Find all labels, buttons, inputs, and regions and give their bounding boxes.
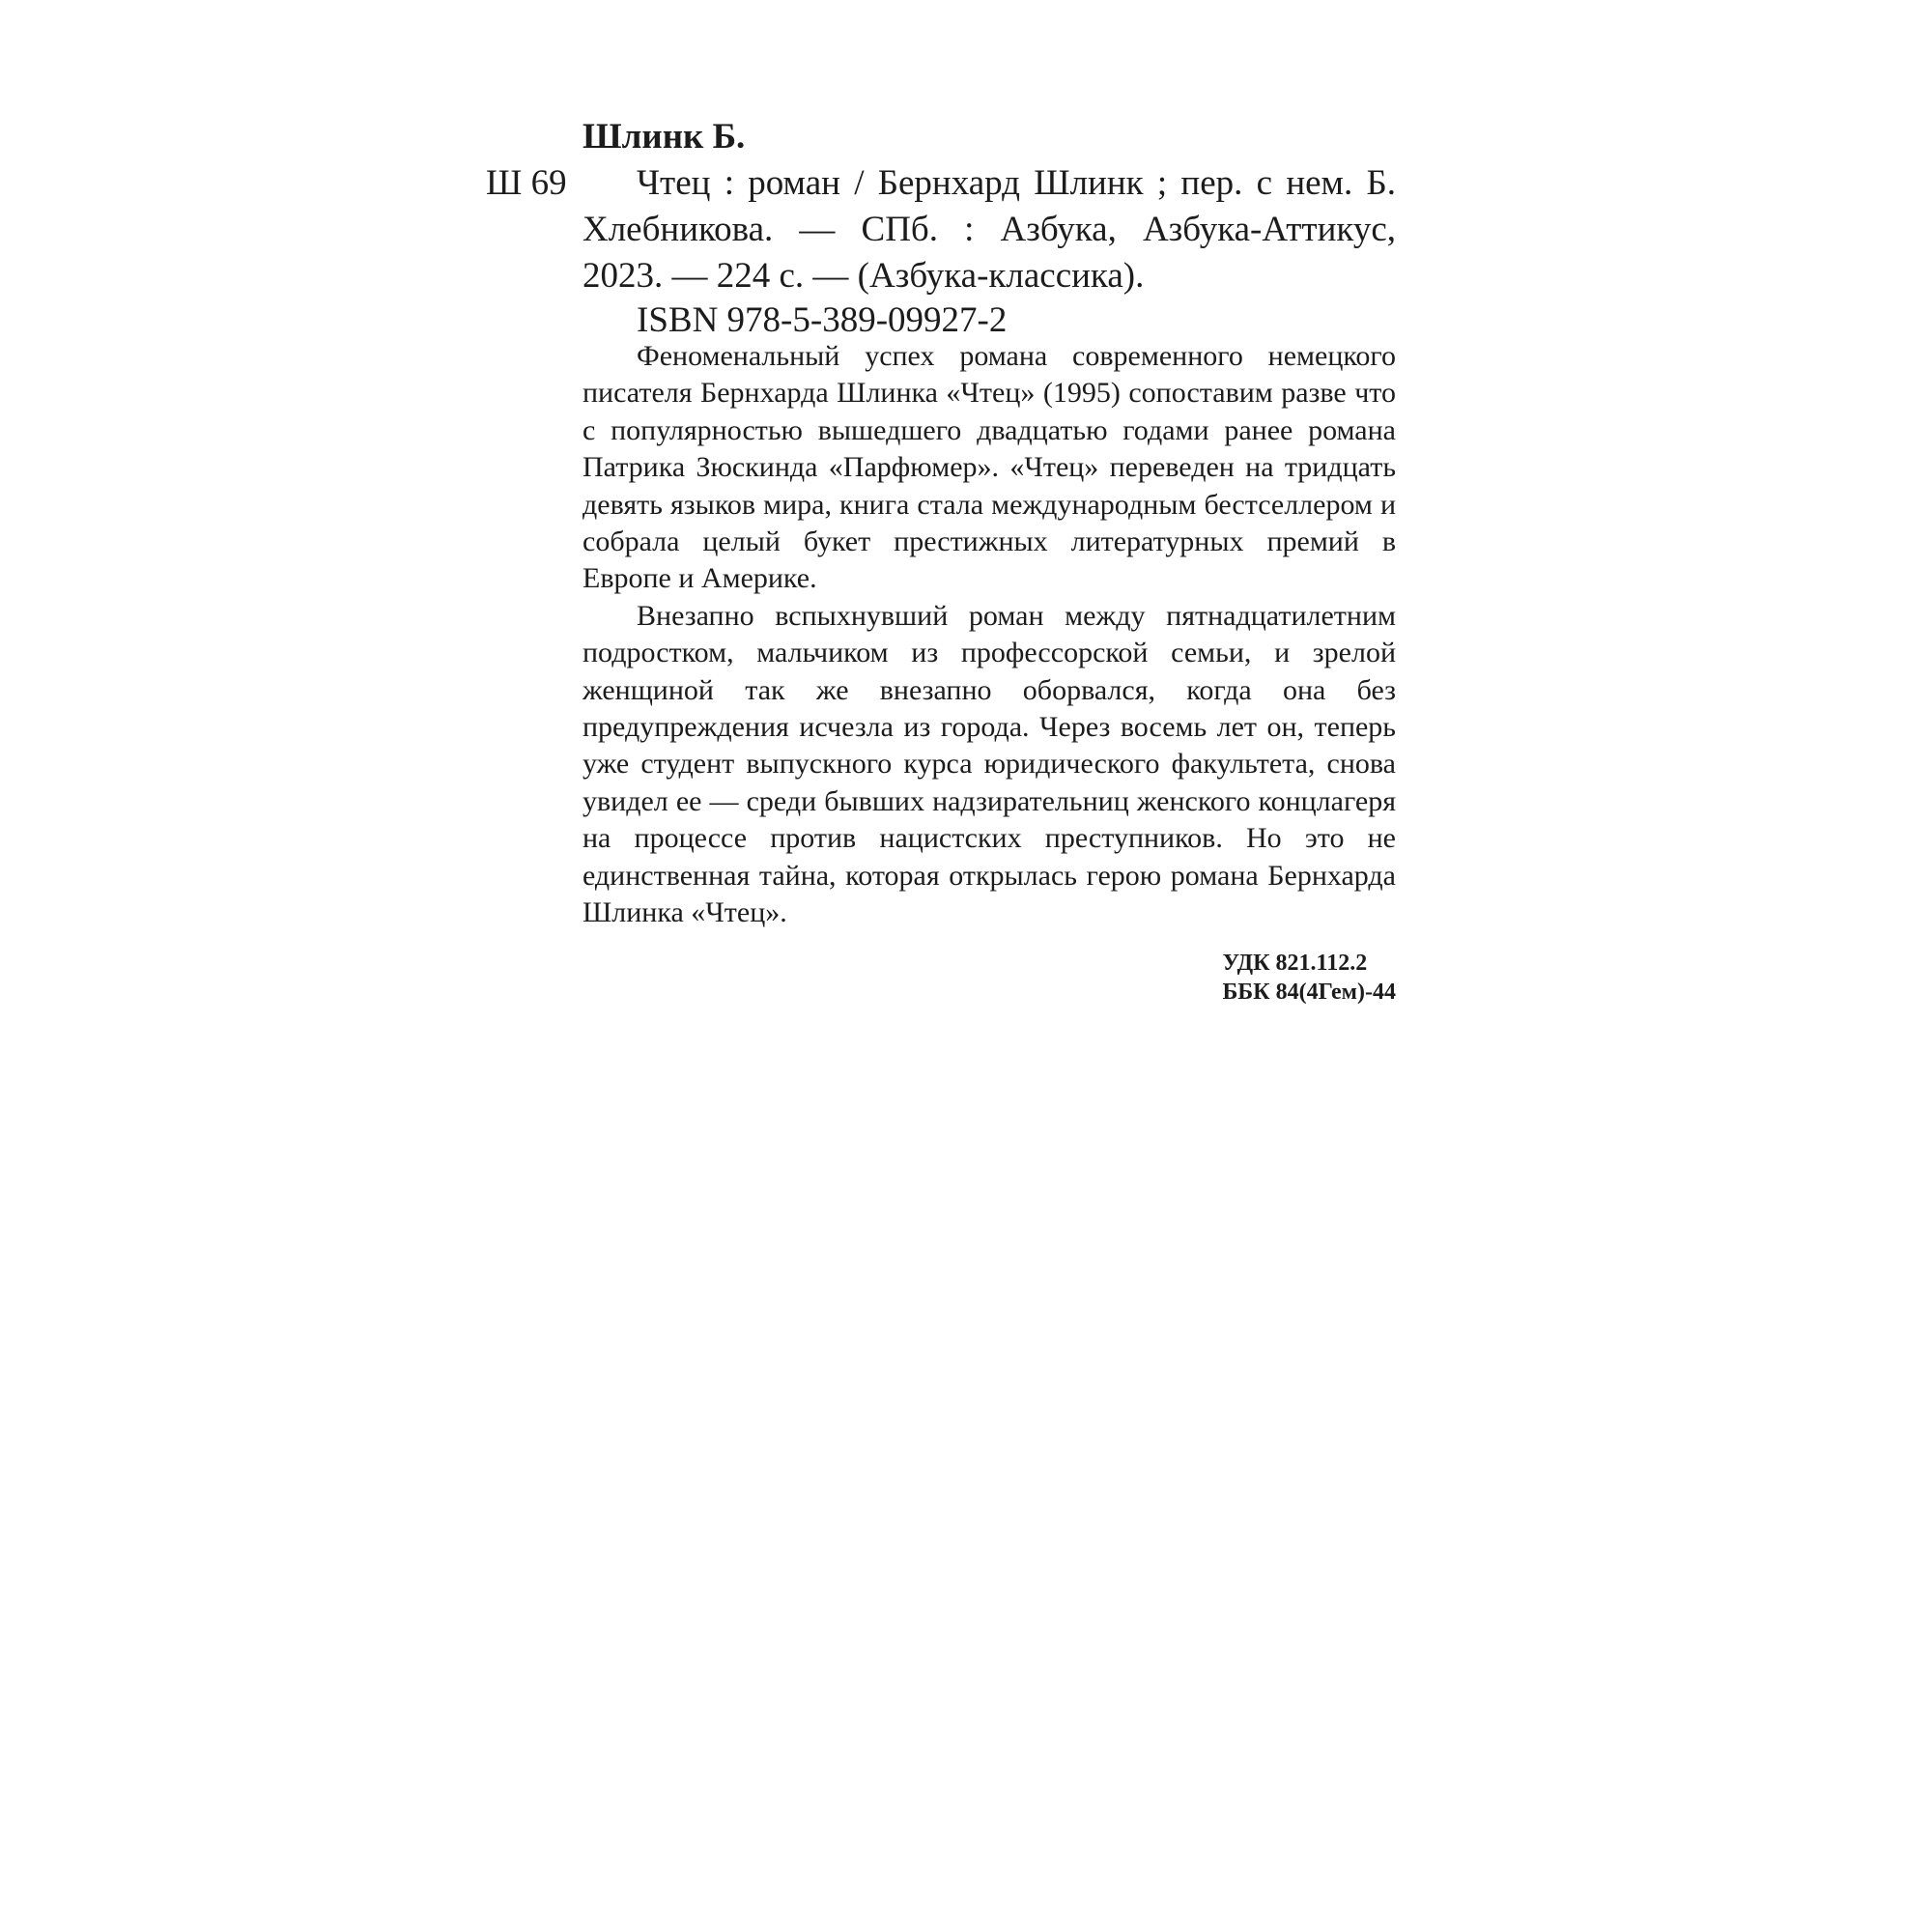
annotation bbox=[582, 338, 1396, 932]
author-heading: Шлинк Б. bbox=[582, 117, 746, 156]
annotation-paragraph: Феноменальный успех романа современного немецкого писателя Бернхарда Шлинка «Чтец» (1995) сопоставим разве что с популярностью вышедшего двадцатью годами ранее романа Патрика Зюскинда «Парфюмер». «Чтец» переведен на тридцать девять языков мира, книга стала международным бестселлером и собрала целый букет престижных литературных премий в Европе и Америке. bbox=[582, 340, 1396, 595]
author-sign: Ш 69 bbox=[486, 163, 567, 203]
udk-code: УДК 821.112.2 bbox=[1222, 951, 1368, 976]
isbn: ISBN 978-5-389-09927-2 bbox=[637, 300, 1008, 340]
annotation-paragraph: Внезапно вспыхнувший роман между пятнадцатилетним подростком, мальчиком из профессорской семьи, и зрелой женщиной так же внезапно оборвался, когда она без предупреждения исчезла из города. Через восемь лет он, теперь уже студент выпускного курса юридического факультета, снова увидел ее — среди бывших надзирательниц женского концлагеря на процессе против нацистских преступников. Но это не единственная тайна, которая открылась герою романа Бернхарда Шлинка «Чтец». bbox=[582, 599, 1396, 929]
classification-codes bbox=[1222, 949, 1396, 1007]
bibliographic-entry: Чтец : роман / Бернхард Шлинк ; пер. с нем. Б. Хлебникова. — СПб. : Азбука, Азбука-Аттикус, 2023. — 224 с. — (Азбука-классика). bbox=[582, 163, 1396, 296]
bbk-code: ББК 84(4Гем)-44 bbox=[1222, 980, 1396, 1005]
